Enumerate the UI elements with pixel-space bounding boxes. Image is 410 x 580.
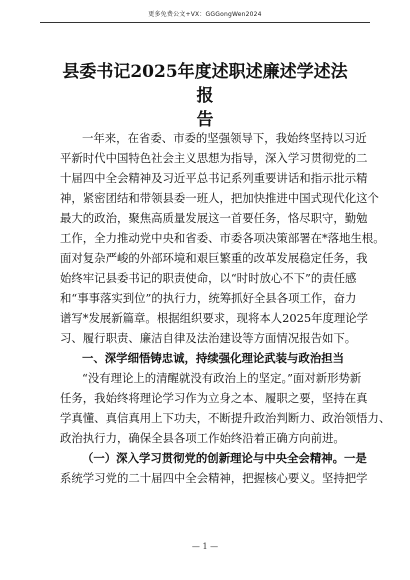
body-line: 任务，我始终将理论学习作为立身之本、履职之要，坚持在真 <box>60 391 368 405</box>
body-line: 系统学习党的二十届四中全会精神，把握核心要义。坚持把学 <box>60 471 368 485</box>
document-body <box>60 128 391 488</box>
body-line: 始终牢记县委书记的职责使命，以“时时放心不下”的责任感 <box>60 271 357 285</box>
body-line: 和“事事落实到位”的执行力，统筹抓好全县各项工作，奋力 <box>60 291 357 305</box>
title-line-1: 县委书记2025年度述职述廉述学述法报 <box>62 62 348 106</box>
body-line: “没有理论上的清醒就没有政治上的坚定。”面对新形势新 <box>82 371 362 385</box>
body-line: 谱写*发展新篇章。根据组织要求，现将本人2025年度理论学 <box>60 311 369 325</box>
body-line: 神，紧密团结和带领县委一班人，把加快推进中国式现代化这个 <box>60 191 379 205</box>
body-line: 工作，全力推动党中央和省委、市委各项决策部署在*落地生根。 <box>60 231 385 245</box>
body-line: 平新时代中国特色社会主义思想为指导，深入学习贯彻党的二 <box>60 151 368 165</box>
body-line: 政治执行力，确保全县各项工作始终沿着正确方向前进。 <box>60 431 345 445</box>
page-header: 更多免费公文+VX：GGGongWen2024 <box>148 11 262 18</box>
body-line: 十届四中全会精神及习近平总书记系列重要讲话和指示批示精 <box>60 171 368 185</box>
body-line: 一年来，在省委、市委的坚强领导下，我始终坚持以习近 <box>82 131 367 145</box>
page-number: — 1 — <box>191 542 219 551</box>
header-divider <box>40 22 370 23</box>
body-line: 学真懂、真信真用上下功夫，不断提升政治判断力、政治领悟力、 <box>60 411 391 425</box>
document-title <box>60 60 350 132</box>
subsection-title: （一）深入学习贯彻党的创新理论与中央全会精神。 <box>82 451 344 465</box>
section-heading: 一、深学细悟铸忠诚，持续强化理论武装与政治担当 <box>82 351 344 365</box>
body-line: 面对复杂严峻的外部环境和艰巨繁重的改革发展稳定任务，我 <box>60 251 368 265</box>
body-line: 习、履行职责、廉洁自律及法治建设等方面情况报告如下。 <box>60 331 357 345</box>
subsection-tail: 一是 <box>344 451 367 465</box>
title-line-2: 告 <box>196 110 214 130</box>
body-line: 最大的政治，聚焦高质量发展这一首要任务，恪尽职守，勤勉 <box>60 211 368 225</box>
subsection-heading <box>60 448 367 468</box>
